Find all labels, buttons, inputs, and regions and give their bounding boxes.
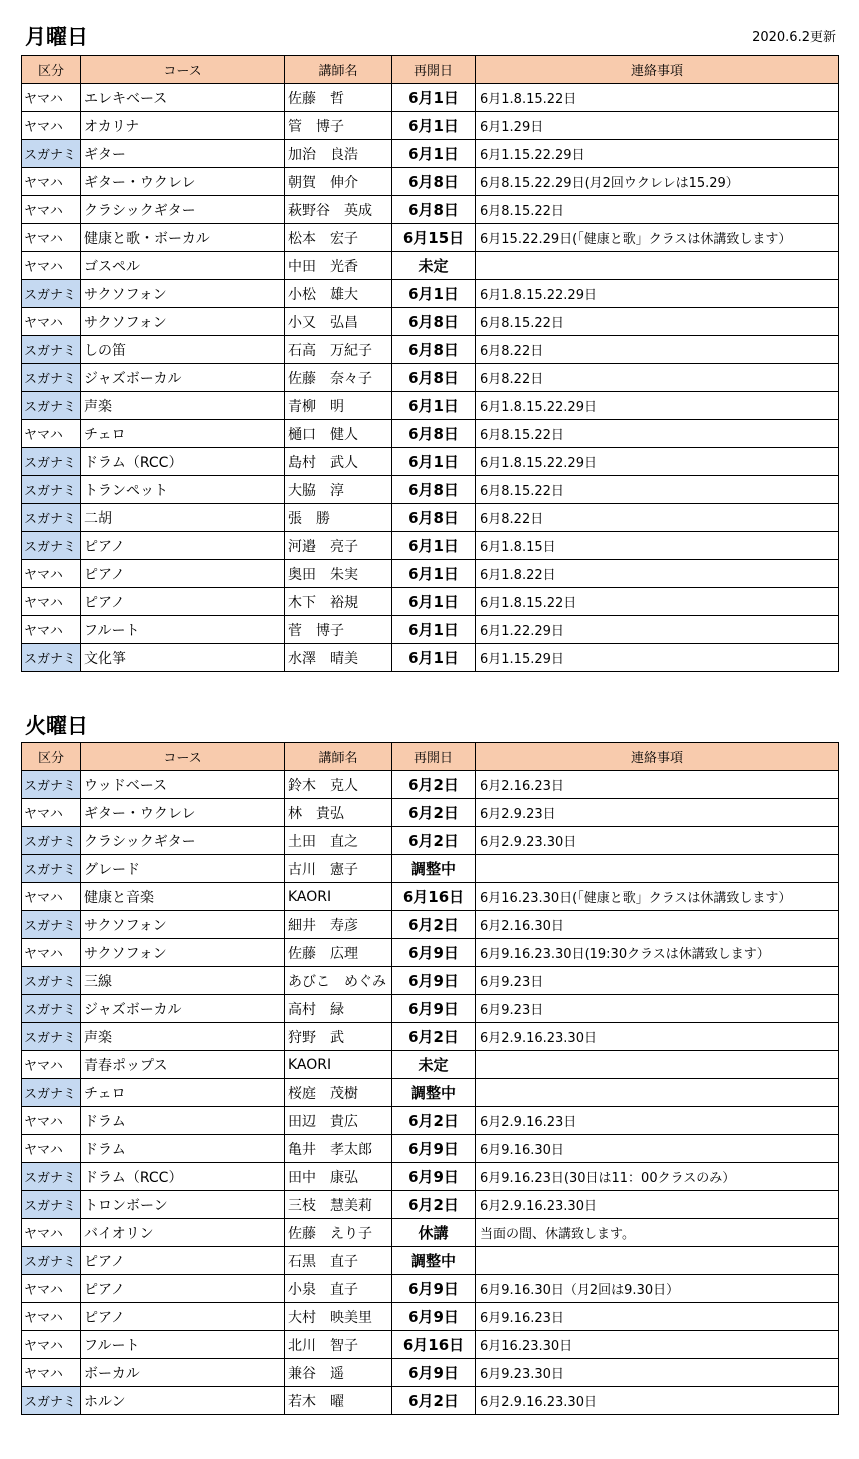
date-cell: 6月1日 <box>392 84 476 112</box>
date-cell: 6月8日 <box>392 420 476 448</box>
course-cell: ボーカル <box>81 1359 285 1387</box>
note-cell: 6月1.8.22日 <box>476 560 839 588</box>
kind-cell: スガナミ <box>22 1247 81 1275</box>
course-cell: 三線 <box>81 967 285 995</box>
course-cell: 文化箏 <box>81 644 285 672</box>
table-row <box>22 939 839 967</box>
course-cell: トロンボーン <box>81 1191 285 1219</box>
note-cell: 6月1.29日 <box>476 112 839 140</box>
teacher-cell: 鈴木 克人 <box>285 771 392 799</box>
course-cell: クラシックギター <box>81 827 285 855</box>
date-cell: 6月16日 <box>392 1331 476 1359</box>
date-cell: 6月1日 <box>392 532 476 560</box>
teacher-cell: 朝賀 伸介 <box>285 168 392 196</box>
kind-cell: スガナミ <box>22 1163 81 1191</box>
course-cell: ドラム（RCC） <box>81 448 285 476</box>
kind-cell: スガナミ <box>22 140 81 168</box>
date-cell: 6月8日 <box>392 168 476 196</box>
table-row <box>22 883 839 911</box>
table-row <box>22 1219 839 1247</box>
note-cell: 6月8.22日 <box>476 504 839 532</box>
teacher-cell: 高村 緑 <box>285 995 392 1023</box>
kind-cell: スガナミ <box>22 995 81 1023</box>
note-cell: 6月9.23日 <box>476 967 839 995</box>
kind-cell: ヤマハ <box>22 1051 81 1079</box>
note-cell: 6月16.23.30日 <box>476 1331 839 1359</box>
teacher-cell: 北川 智子 <box>285 1331 392 1359</box>
course-cell: 二胡 <box>81 504 285 532</box>
teacher-cell: 木下 裕規 <box>285 588 392 616</box>
note-cell: 6月9.23.30日 <box>476 1359 839 1387</box>
table-row <box>22 84 839 112</box>
kind-cell: ヤマハ <box>22 1275 81 1303</box>
teacher-cell: 奥田 朱実 <box>285 560 392 588</box>
header-kind: 区分 <box>22 56 81 84</box>
teacher-cell: 張 勝 <box>285 504 392 532</box>
date-cell: 6月1日 <box>392 448 476 476</box>
table-row <box>22 1359 839 1387</box>
note-cell: 6月1.8.15.22.29日 <box>476 448 839 476</box>
note-cell: 6月8.15.22日 <box>476 476 839 504</box>
header-course: コース <box>81 743 285 771</box>
teacher-cell: KAORI <box>285 1051 392 1079</box>
note-cell: 6月2.16.23日 <box>476 771 839 799</box>
date-cell: 6月2日 <box>392 1191 476 1219</box>
teacher-cell: 樋口 健人 <box>285 420 392 448</box>
table-row <box>22 476 839 504</box>
table-row <box>22 1275 839 1303</box>
course-cell: ウッドベース <box>81 771 285 799</box>
note-cell: 6月2.16.30日 <box>476 911 839 939</box>
note-cell: 6月1.15.22.29日 <box>476 140 839 168</box>
date-cell: 6月2日 <box>392 1107 476 1135</box>
kind-cell: ヤマハ <box>22 112 81 140</box>
header-row <box>22 743 839 771</box>
note-cell: 6月9.16.23日 <box>476 1303 839 1331</box>
header-note: 連絡事項 <box>476 56 839 84</box>
course-cell: トランペット <box>81 476 285 504</box>
kind-cell: ヤマハ <box>22 420 81 448</box>
header-kind: 区分 <box>22 743 81 771</box>
date-cell: 6月1日 <box>392 140 476 168</box>
table-row <box>22 1023 839 1051</box>
teacher-cell: 兼谷 遥 <box>285 1359 392 1387</box>
teacher-cell: 田辺 貴広 <box>285 1107 392 1135</box>
table-row <box>22 588 839 616</box>
note-cell: 6月8.15.22日 <box>476 308 839 336</box>
date-cell: 6月9日 <box>392 939 476 967</box>
teacher-cell: 桜庭 茂樹 <box>285 1079 392 1107</box>
note-cell: 6月9.16.23日(30日は11：00クラスのみ） <box>476 1163 839 1191</box>
course-cell: サクソフォン <box>81 939 285 967</box>
table-row <box>22 827 839 855</box>
course-cell: ドラム <box>81 1107 285 1135</box>
table-row <box>22 1387 839 1415</box>
date-cell: 6月1日 <box>392 616 476 644</box>
header-teacher: 講師名 <box>285 743 392 771</box>
teacher-cell: 佐藤 哲 <box>285 84 392 112</box>
monday-section <box>21 22 838 692</box>
date-cell: 6月2日 <box>392 771 476 799</box>
course-cell: ゴスペル <box>81 252 285 280</box>
date-cell: 6月2日 <box>392 799 476 827</box>
section-title: 月曜日 <box>25 25 88 49</box>
table-row <box>22 1163 839 1191</box>
course-cell: 声楽 <box>81 392 285 420</box>
course-cell: チェロ <box>81 1079 285 1107</box>
table-row <box>22 1051 839 1079</box>
course-cell: 健康と音楽 <box>81 883 285 911</box>
note-cell <box>476 855 839 883</box>
kind-cell: スガナミ <box>22 1387 81 1415</box>
teacher-cell: 細井 寿彦 <box>285 911 392 939</box>
teacher-cell: 河邉 亮子 <box>285 532 392 560</box>
kind-cell: ヤマハ <box>22 588 81 616</box>
kind-cell: ヤマハ <box>22 616 81 644</box>
kind-cell: スガナミ <box>22 532 81 560</box>
kind-cell: スガナミ <box>22 855 81 883</box>
table-row <box>22 392 839 420</box>
teacher-cell: 松本 宏子 <box>285 224 392 252</box>
course-cell: フルート <box>81 616 285 644</box>
note-cell: 6月1.8.15.22日 <box>476 84 839 112</box>
kind-cell: スガナミ <box>22 967 81 995</box>
date-cell: 6月9日 <box>392 1135 476 1163</box>
teacher-cell: 島村 武人 <box>285 448 392 476</box>
date-cell: 6月15日 <box>392 224 476 252</box>
note-cell: 6月1.8.15.22日 <box>476 588 839 616</box>
course-cell: ホルン <box>81 1387 285 1415</box>
kind-cell: スガナミ <box>22 644 81 672</box>
kind-cell: ヤマハ <box>22 883 81 911</box>
note-cell: 6月9.16.30日 <box>476 1135 839 1163</box>
header-note: 連絡事項 <box>476 743 839 771</box>
course-cell: ピアノ <box>81 1275 285 1303</box>
header-date: 再開日 <box>392 56 476 84</box>
kind-cell: ヤマハ <box>22 1331 81 1359</box>
table-row <box>22 1107 839 1135</box>
note-cell: 6月9.23日 <box>476 995 839 1023</box>
kind-cell: スガナミ <box>22 911 81 939</box>
date-cell: 調整中 <box>392 1247 476 1275</box>
date-cell: 6月8日 <box>392 364 476 392</box>
kind-cell: ヤマハ <box>22 1219 81 1247</box>
kind-cell: スガナミ <box>22 771 81 799</box>
note-cell: 6月1.8.15.22.29日 <box>476 280 839 308</box>
table-row <box>22 532 839 560</box>
course-cell: ドラム <box>81 1135 285 1163</box>
kind-cell: スガナミ <box>22 364 81 392</box>
teacher-cell: 林 貴弘 <box>285 799 392 827</box>
course-cell: ドラム（RCC） <box>81 1163 285 1191</box>
table-row <box>22 364 839 392</box>
kind-cell: ヤマハ <box>22 560 81 588</box>
table-row <box>22 112 839 140</box>
teacher-cell: 菅 博子 <box>285 616 392 644</box>
teacher-cell: 小又 弘昌 <box>285 308 392 336</box>
section-title: 火曜日 <box>25 714 88 738</box>
teacher-cell: あびこ めぐみ <box>285 967 392 995</box>
kind-cell: スガナミ <box>22 1079 81 1107</box>
course-cell: ジャズボーカル <box>81 995 285 1023</box>
note-cell: 6月15.22.29日(「健康と歌」クラスは休講致します） <box>476 224 839 252</box>
date-cell: 6月2日 <box>392 911 476 939</box>
date-cell: 未定 <box>392 1051 476 1079</box>
course-cell: ギター・ウクレレ <box>81 168 285 196</box>
header-teacher: 講師名 <box>285 56 392 84</box>
table-row <box>22 799 839 827</box>
date-cell: 6月2日 <box>392 1387 476 1415</box>
date-cell: 6月8日 <box>392 336 476 364</box>
teacher-cell: 狩野 武 <box>285 1023 392 1051</box>
teacher-cell: 古川 憲子 <box>285 855 392 883</box>
table-row <box>22 1247 839 1275</box>
table-row <box>22 252 839 280</box>
teacher-cell: 亀井 孝太郎 <box>285 1135 392 1163</box>
teacher-cell: 小泉 直子 <box>285 1275 392 1303</box>
teacher-cell: 萩野谷 英成 <box>285 196 392 224</box>
course-cell: エレキベース <box>81 84 285 112</box>
note-cell: 6月2.9.23日 <box>476 799 839 827</box>
course-cell: 青春ポップス <box>81 1051 285 1079</box>
table-row <box>22 168 839 196</box>
tuesday-section <box>21 709 838 1439</box>
note-cell: 6月8.22日 <box>476 336 839 364</box>
date-cell: 調整中 <box>392 855 476 883</box>
course-cell: 声楽 <box>81 1023 285 1051</box>
note-cell: 6月1.8.15日 <box>476 532 839 560</box>
course-cell: ピアノ <box>81 588 285 616</box>
table-row <box>22 196 839 224</box>
table-row <box>22 448 839 476</box>
note-cell: 6月1.15.29日 <box>476 644 839 672</box>
table-row <box>22 420 839 448</box>
date-cell: 6月9日 <box>392 967 476 995</box>
course-cell: しの笛 <box>81 336 285 364</box>
header-date: 再開日 <box>392 743 476 771</box>
teacher-cell: 大村 映美里 <box>285 1303 392 1331</box>
table-row <box>22 504 839 532</box>
table-row <box>22 1331 839 1359</box>
course-cell: ギター・ウクレレ <box>81 799 285 827</box>
course-cell: バイオリン <box>81 1219 285 1247</box>
date-cell: 6月8日 <box>392 308 476 336</box>
course-cell: サクソフォン <box>81 280 285 308</box>
note-cell <box>476 252 839 280</box>
table-row <box>22 280 839 308</box>
note-cell: 6月8.15.22.29日(月2回ウクレレは15.29） <box>476 168 839 196</box>
course-cell: ピアノ <box>81 1247 285 1275</box>
date-cell: 6月1日 <box>392 588 476 616</box>
note-cell: 6月1.8.15.22.29日 <box>476 392 839 420</box>
note-cell <box>476 1247 839 1275</box>
teacher-cell: 佐藤 えり子 <box>285 1219 392 1247</box>
teacher-cell: 青柳 明 <box>285 392 392 420</box>
table-row <box>22 855 839 883</box>
course-cell: 健康と歌・ボーカル <box>81 224 285 252</box>
table-row <box>22 911 839 939</box>
teacher-cell: 石高 万紀子 <box>285 336 392 364</box>
table-row <box>22 1303 839 1331</box>
date-cell: 6月1日 <box>392 560 476 588</box>
note-cell <box>476 1051 839 1079</box>
note-cell: 6月9.16.23.30日(19:30クラスは休講致します） <box>476 939 839 967</box>
course-cell: ピアノ <box>81 532 285 560</box>
note-cell: 6月2.9.23.30日 <box>476 827 839 855</box>
note-cell: 6月16.23.30日(「健康と歌」クラスは休講致します） <box>476 883 839 911</box>
teacher-cell: 石黒 直子 <box>285 1247 392 1275</box>
kind-cell: ヤマハ <box>22 308 81 336</box>
table-row <box>22 771 839 799</box>
table-body <box>22 84 839 672</box>
table-row <box>22 967 839 995</box>
kind-cell: ヤマハ <box>22 252 81 280</box>
schedule-table <box>21 742 839 1415</box>
note-cell: 6月1.22.29日 <box>476 616 839 644</box>
note-cell: 当面の間、休講致します。 <box>476 1219 839 1247</box>
note-cell: 6月2.9.16.23.30日 <box>476 1023 839 1051</box>
kind-cell: スガナミ <box>22 827 81 855</box>
table-row <box>22 336 839 364</box>
kind-cell: ヤマハ <box>22 799 81 827</box>
table-row <box>22 224 839 252</box>
teacher-cell: 管 博子 <box>285 112 392 140</box>
course-cell: オカリナ <box>81 112 285 140</box>
course-cell: ピアノ <box>81 1303 285 1331</box>
date-cell: 6月9日 <box>392 1359 476 1387</box>
note-cell <box>476 1079 839 1107</box>
table-row <box>22 644 839 672</box>
date-cell: 6月9日 <box>392 1303 476 1331</box>
course-cell: ピアノ <box>81 560 285 588</box>
date-cell: 6月2日 <box>392 827 476 855</box>
table-row <box>22 1135 839 1163</box>
teacher-cell: 小松 雄大 <box>285 280 392 308</box>
teacher-cell: 中田 光香 <box>285 252 392 280</box>
teacher-cell: 大脇 淳 <box>285 476 392 504</box>
kind-cell: ヤマハ <box>22 1303 81 1331</box>
teacher-cell: 佐藤 奈々子 <box>285 364 392 392</box>
date-cell: 6月9日 <box>392 1163 476 1191</box>
updated-date: 2020.6.2更新 <box>752 30 836 45</box>
date-cell: 6月16日 <box>392 883 476 911</box>
kind-cell: スガナミ <box>22 392 81 420</box>
note-cell: 6月2.9.16.23日 <box>476 1107 839 1135</box>
kind-cell: ヤマハ <box>22 196 81 224</box>
course-cell: ギター <box>81 140 285 168</box>
header-row <box>22 56 839 84</box>
teacher-cell: KAORI <box>285 883 392 911</box>
teacher-cell: 若木 曜 <box>285 1387 392 1415</box>
kind-cell: ヤマハ <box>22 1359 81 1387</box>
date-cell: 6月8日 <box>392 476 476 504</box>
teacher-cell: 佐藤 広理 <box>285 939 392 967</box>
kind-cell: ヤマハ <box>22 939 81 967</box>
teacher-cell: 水澤 晴美 <box>285 644 392 672</box>
table-row <box>22 1191 839 1219</box>
note-cell: 6月8.15.22日 <box>476 196 839 224</box>
teacher-cell: 加治 良浩 <box>285 140 392 168</box>
note-cell: 6月2.9.16.23.30日 <box>476 1191 839 1219</box>
course-cell: フルート <box>81 1331 285 1359</box>
note-cell: 6月9.16.30日（月2回は9.30日） <box>476 1275 839 1303</box>
kind-cell: ヤマハ <box>22 84 81 112</box>
table-row <box>22 308 839 336</box>
note-cell: 6月2.9.16.23.30日 <box>476 1387 839 1415</box>
kind-cell: ヤマハ <box>22 1135 81 1163</box>
date-cell: 休講 <box>392 1219 476 1247</box>
teacher-cell: 三枝 慧美莉 <box>285 1191 392 1219</box>
course-cell: チェロ <box>81 420 285 448</box>
kind-cell: ヤマハ <box>22 168 81 196</box>
table-row <box>22 616 839 644</box>
date-cell: 6月1日 <box>392 112 476 140</box>
kind-cell: スガナミ <box>22 504 81 532</box>
date-cell: 6月9日 <box>392 995 476 1023</box>
course-cell: クラシックギター <box>81 196 285 224</box>
kind-cell: スガナミ <box>22 336 81 364</box>
course-cell: グレード <box>81 855 285 883</box>
date-cell: 6月8日 <box>392 196 476 224</box>
table-row <box>22 140 839 168</box>
date-cell: 6月1日 <box>392 280 476 308</box>
note-cell: 6月8.22日 <box>476 364 839 392</box>
date-cell: 6月1日 <box>392 644 476 672</box>
kind-cell: ヤマハ <box>22 224 81 252</box>
kind-cell: スガナミ <box>22 476 81 504</box>
course-cell: サクソフォン <box>81 911 285 939</box>
kind-cell: スガナミ <box>22 280 81 308</box>
date-cell: 調整中 <box>392 1079 476 1107</box>
kind-cell: スガナミ <box>22 1191 81 1219</box>
table-body <box>22 771 839 1415</box>
note-cell: 6月8.15.22日 <box>476 420 839 448</box>
kind-cell: スガナミ <box>22 448 81 476</box>
table-row <box>22 560 839 588</box>
course-cell: サクソフォン <box>81 308 285 336</box>
table-row <box>22 1079 839 1107</box>
header-course: コース <box>81 56 285 84</box>
date-cell: 未定 <box>392 252 476 280</box>
date-cell: 6月1日 <box>392 392 476 420</box>
kind-cell: ヤマハ <box>22 1107 81 1135</box>
teacher-cell: 土田 直之 <box>285 827 392 855</box>
kind-cell: スガナミ <box>22 1023 81 1051</box>
teacher-cell: 田中 康弘 <box>285 1163 392 1191</box>
date-cell: 6月8日 <box>392 504 476 532</box>
date-cell: 6月2日 <box>392 1023 476 1051</box>
course-cell: ジャズボーカル <box>81 364 285 392</box>
table-row <box>22 995 839 1023</box>
schedule-table <box>21 55 839 672</box>
date-cell: 6月9日 <box>392 1275 476 1303</box>
